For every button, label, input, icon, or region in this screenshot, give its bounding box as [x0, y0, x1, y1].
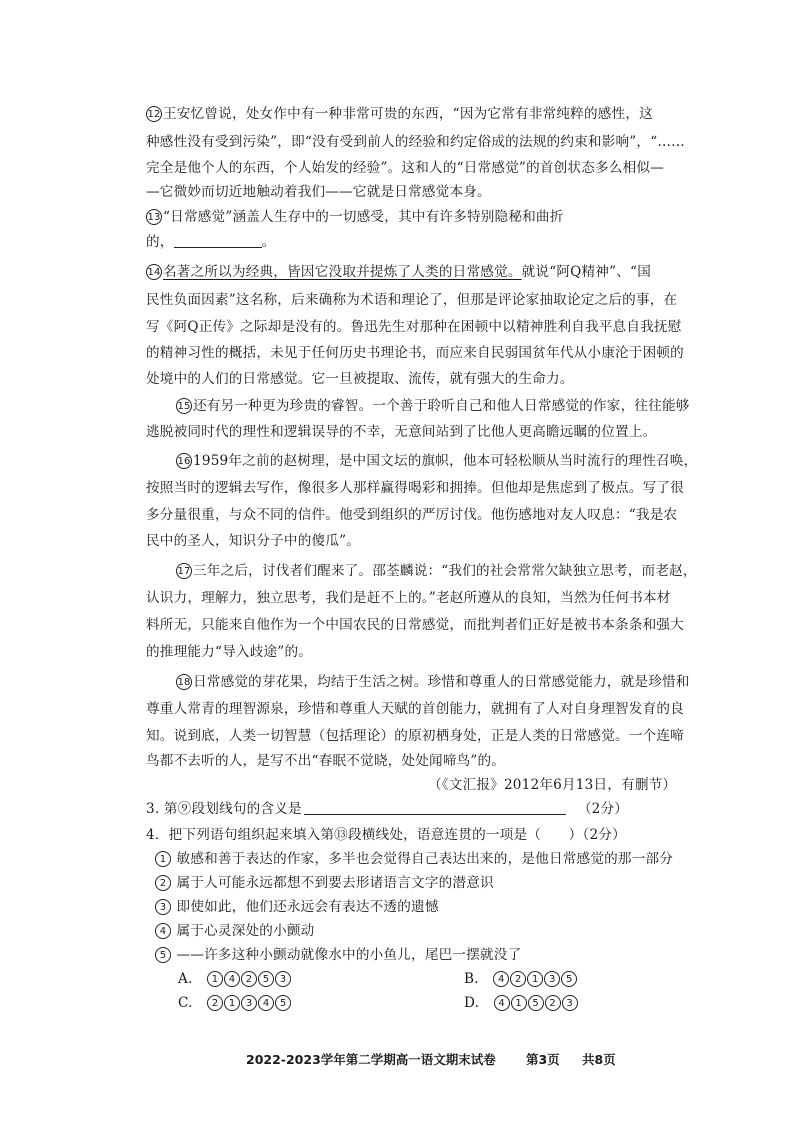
para15-line2: 逃脱被同时代的理性和逻辑误导的不幸，无意间站到了比他人更高瞻远瞩的位置上。: [146, 424, 657, 440]
paragraph-number-14: 14: [146, 264, 162, 280]
option-d[interactable]: D. 4 1 5 2 3: [464, 994, 579, 1012]
sentence-5: 5 ——许多这种小颤动就像水中的小鱼儿，尾巴一摆就没了: [155, 946, 521, 964]
question-3: 3. 第⑨段划线句的含义是 （2分）: [146, 801, 629, 817]
footer-total-pages: 共8页: [582, 1052, 616, 1067]
footer-title: 2022-2023学年第二学期高一语文期末试卷: [246, 1052, 496, 1067]
para12-line1: 12 王安忆曾说，处女作中有一种非常可贵的东西，“因为它常有非常纯粹的感性，这: [147, 106, 653, 122]
para17-line1: 17 三年之后，讨伐者们醒来了。邵荃麟说：“我们的社会常常欠缺独立思考，而老赵，: [177, 563, 697, 579]
para15-line1: 15 还有另一种更为珍贵的睿智。一个善于聆听自己和他人日常感觉的作家，往往能够: [177, 398, 690, 414]
paragraph-number-17: 17: [176, 563, 192, 579]
paragraph-number-16: 16: [176, 453, 192, 469]
para14-line4: 的精神习性的概括，未见于任何历史书理论书，而应来自民弱国贫年代从小康沦于困顿的: [146, 345, 684, 361]
para14-line3: 写《阿Q正传》之际却是没有的。鲁迅先生对那种在困顿中以精神胜利自我平息自我抚慰: [146, 319, 682, 335]
para12-line2: 种感性没有受到污染”，即“没有受到前人的经验和约定俗成的法规的约束和影响”，“……: [146, 134, 685, 150]
para14-line1: 14 名著之所以为经典，皆因它没取并提炼了人类的日常感觉。就说“阿Q精神”、“国: [147, 264, 651, 280]
para16-line4: 民中的圣人，知识分子中的傻瓜”。: [146, 533, 361, 549]
para18-line3: 知。说到底，人类一切智慧（包括理论）的原初栖身处，正是人类的日常感觉。一个连啼: [146, 728, 684, 744]
para18-line2: 尊重人常青的理智源泉，珍惜和尊重人天赋的首创能力，就拥有了人对自身理智发育的良: [146, 701, 684, 717]
para13-line1: 13 “日常感觉”涵盖人生存中的一切感受，其中有许多特别隐秘和曲折: [147, 209, 564, 225]
para17-line2: 认识力，理解力，独立思考，我们是赶不上的。”老赵所遵从的良知，当然为任何书本材: [146, 590, 671, 606]
paragraph-number-15: 15: [176, 398, 192, 414]
para16-line1: 16 1959年之前的赵树理，是中国文坛的旗帜，他本可轻松顺从当时流行的理性召唤，: [177, 453, 698, 469]
underlined-sentence: 名著之所以为经典，皆因它没取并提炼了人类的日常感觉。: [163, 264, 522, 280]
option-a[interactable]: A. 1 4 2 5 3: [178, 970, 292, 988]
paragraph-number-18: 18: [176, 674, 192, 690]
paragraph-number-12: 12: [146, 106, 162, 122]
answer-blank-3[interactable]: [304, 800, 566, 815]
fill-in-blank-13[interactable]: [174, 233, 262, 248]
para14-line2: 民性负面因素”这名称，后来确称为术语和理论了，但那是评论家抽取论定之后的事，在: [146, 292, 678, 308]
para13-line2: 的， 。: [146, 234, 276, 250]
sentence-4: 4 属于心灵深处的小颤动: [155, 922, 314, 940]
para17-line4: 的推理能力“导入歧途”的。: [146, 644, 313, 660]
para16-line3: 多分量很重，与众不同的信件。他受到组织的严厉讨伐。他伤感地对友人叹息：“我是农: [146, 507, 678, 523]
para12-line3: 完全是他个人的东西，个人始发的经验”。这和人的“日常感觉”的首创状态多么相似—: [146, 160, 665, 176]
para12-line4: —它微妙而切近地触动着我们——它就是日常感觉本身。: [146, 184, 491, 200]
sentence-1: 1 敏感和善于表达的作家，多半也会觉得自己表达出来的，是他日常感觉的那一部分: [155, 850, 673, 868]
option-c[interactable]: C. 2 1 3 4 5: [178, 994, 292, 1012]
para14-line5: 处境中的人们的日常感觉。它一旦被提取、流传，就有强大的生命力。: [146, 371, 574, 387]
footer-page-number: 第3页: [526, 1052, 560, 1067]
sentence-2: 2 属于人可能永远都想不到要去形诸语言文字的潜意识: [155, 874, 494, 892]
paragraph-number-13: 13: [146, 209, 162, 225]
para18-line4: 鸟都不去听的人，是写不出“春眠不觉晓，处处闻啼鸟”的。: [146, 753, 506, 769]
para17-line3: 料所无，只能来自他作为一个中国农民的日常感觉，而批判者们正好是被书本条条和强大: [146, 617, 684, 633]
para18-line1: 18 日常感觉的芽花果，均结于生活之树。珍惜和尊重人的日常感觉能力，就是珍惜和: [177, 674, 690, 690]
option-b[interactable]: B. 4 2 1 3 5: [464, 970, 578, 988]
para16-line2: 按照当时的逻辑去写作，像很多人那样赢得喝彩和拥捧。但他却是焦虑到了极点。写了很: [146, 480, 684, 496]
question-4: 4．把下列语句组织起来填入第⑬段横线处，语意连贯的一项是（ ）（2分）: [146, 827, 626, 843]
source-citation: （《文汇报》2012年6月13日，有删节）: [428, 777, 677, 793]
sentence-3: 3 即使如此，他们还永远会有表达不透的遗憾: [155, 898, 439, 916]
